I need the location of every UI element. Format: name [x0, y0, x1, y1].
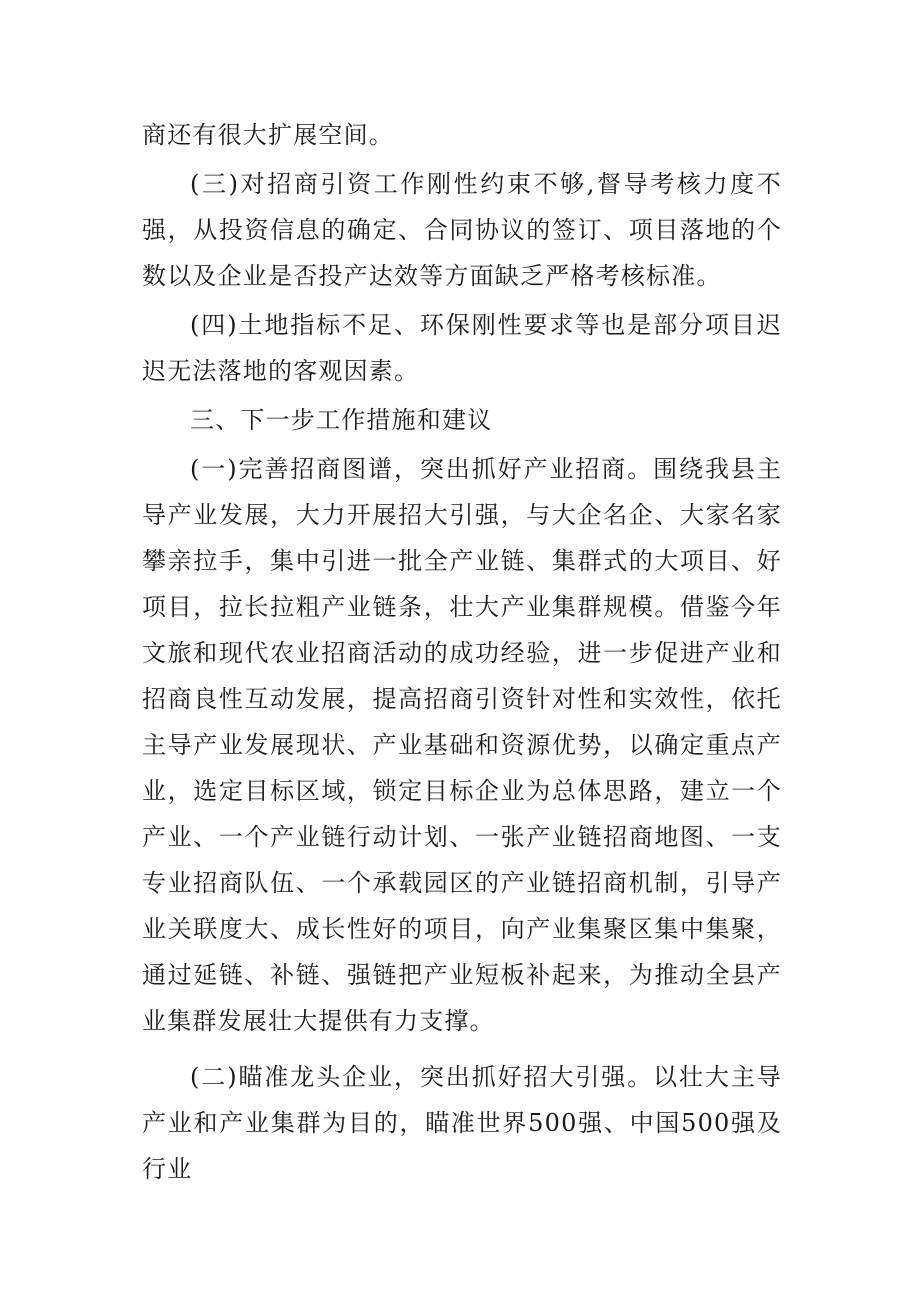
- section-heading-3: 三、下一步工作措施和建议: [190, 406, 493, 434]
- paragraph-continuation: 商还有很大扩展空间。: [142, 121, 394, 149]
- paragraph-measure-2: (二)瞄准龙头企业，突出抓好招大引强。以壮大主导产业和产业集群为目的，瞄准世界500强、中国500强及行业: [142, 1063, 782, 1183]
- paragraph-measure-1: (一)完善招商图谱，突出抓好产业招商。围绕我县主导产业发展，大力开展招大引强，与大企名企、大家名家攀亲拉手，集中引进一批全产业链、集群式的大项目、好项目，拉长拉粗产业链条，壮大产业集群规模。借鉴今年文旅和现代农业招商活动的成功经验，进一步促进产业和招商良性互动发展，提高招商引资针对性和实效性，依托主导产业发展现状、产业基础和资源优势，以确定重点产业，选定目标区域，锁定目标企业为总体思路，建立一个产业、一个产业链行动计划、一张产业链招商地图、一支专业招商队伍、一个承载园区的产业链招商机制，引导产业关联度大、成长性好的项目，向产业集聚区集中集聚，通过延链、补链、强链把产业短板补起来，为推动全县产业集群发展壮大提供有力支撑。: [142, 455, 782, 1035]
- paragraph-item-3: (三)对招商引资工作刚性约束不够,督导考核力度不强，从投资信息的确定、合同协议的签订、项目落地的个数以及企业是否投产达效等方面缺乏严格考核标准。: [142, 170, 782, 290]
- paragraph-item-4: (四)土地指标不足、环保刚性要求等也是部分项目迟迟无法落地的客观因素。: [142, 311, 782, 385]
- document-body: [142, 112, 782, 1195]
